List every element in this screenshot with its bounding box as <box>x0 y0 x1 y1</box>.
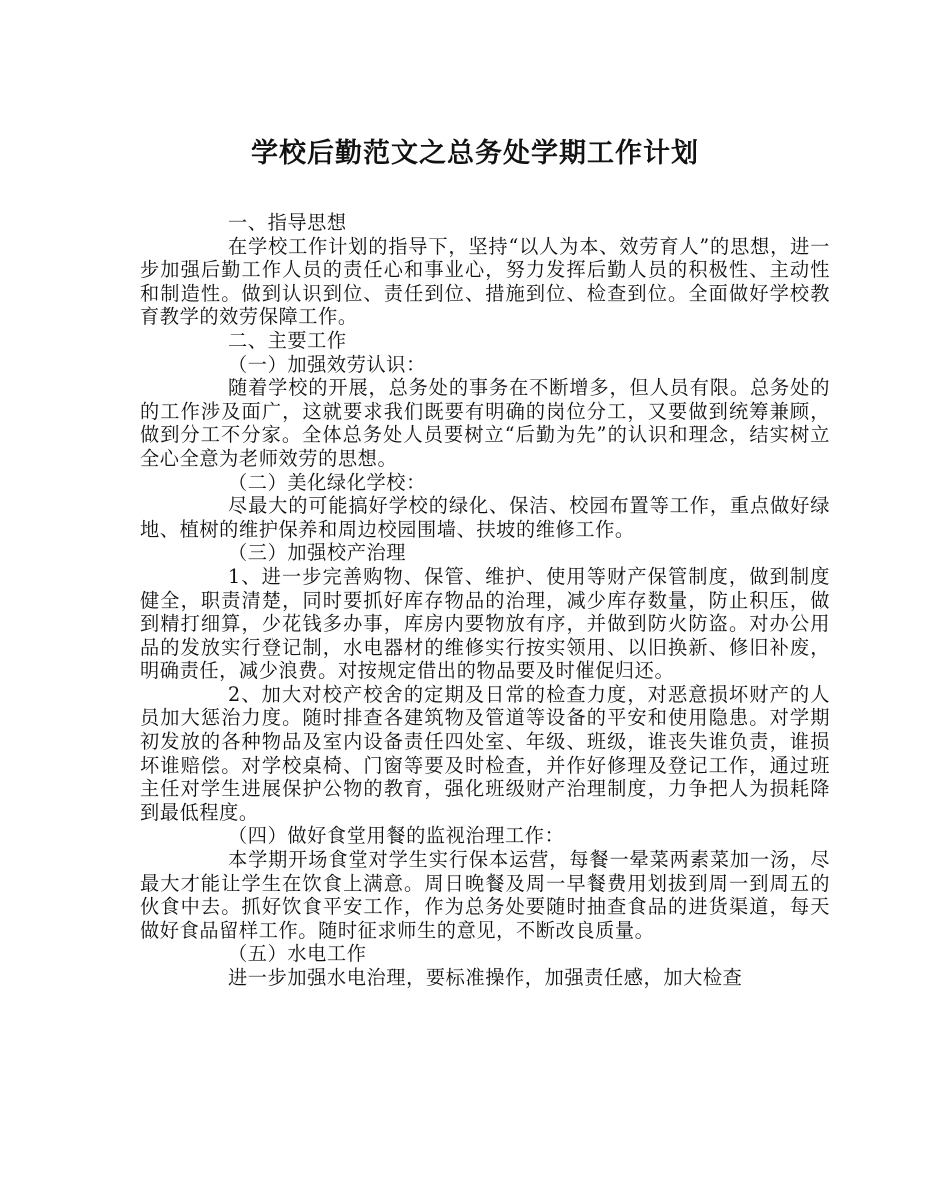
paragraph-campus-greening: 尽最大的可能搞好学校的绿化、保洁、校园布置等工作，重点做好绿地、植树的维护保养和周边校园围墙、扶坡的维修工作。 <box>140 494 830 541</box>
paragraph-property-management-1: 1、进一步完善购物、保管、维护、使用等财产保管制度，做到制度健全，职责清楚，同时要抓好库存物品的治理，减少库存数量，防止积压，做到精打细算，少花钱多办事，库房内要物放有序，并做到防火防盗。对办公用品的发放实行登记制，水电器材的维修实行按实领用、以旧换新、修旧补废，明确责任，减少浪费。对按规定借出的物品要及时催促归还。 <box>140 564 830 683</box>
document-body <box>140 211 830 990</box>
paragraph-guiding-ideology: 在学校工作计划的指导下，坚持“以人为本、效劳育人”的思想，进一步加强后勤工作人员的责任心和事业心，努力发挥后勤人员的积极性、主动性和制造性。做到认识到位、责任到位、措施到位、检查到位。全面做好学校教育教学的效劳保障工作。 <box>140 234 830 329</box>
subheading-canteen-supervision: （四）做好食堂用餐的监视治理工作： <box>228 824 565 848</box>
subheading-property-management: （三）加强校产治理 <box>228 541 407 565</box>
section-heading-main-work: 二、主要工作 <box>228 328 347 352</box>
paragraph-property-management-2: 2、加大对校产校舍的定期及日常的检查力度，对恶意损坏财产的人员加大惩治力度。随时排查各建筑物及管道等设备的平安和使用隐患。对学期初发放的各种物品及室内设备责任四处室、年级、班级，谁丧失谁负责，谁损坏谁赔偿。对学校桌椅、门窗等要及时检查，并作好修理及登记工作，通过班主任对学生进展保护公物的教育，强化班级财产治理制度，力争把人为损耗降到最低程度。 <box>140 682 830 824</box>
paragraph-canteen-supervision: 本学期开场食堂对学生实行保本运营，每餐一晕菜两素菜加一汤，尽最大才能让学生在饮食上满意。周日晚餐及周一早餐费用划拔到周一到周五的伙食中去。抓好饮食平安工作，作为总务处要随时抽查食品的进货渠道，每天做好食品留样工作。随时征求师生的意见，不断改良质量。 <box>140 848 830 942</box>
subheading-campus-greening: （二）美化绿化学校： <box>228 470 426 494</box>
document-title: 学校后勤范文之总务处学期工作计划 <box>251 138 699 169</box>
subheading-water-electricity: （五）水电工作 <box>228 942 367 966</box>
paragraph-service-awareness: 随着学校的开展，总务处的事务在不断增多，但人员有限。总务处的的工作涉及面广，这就要求我们既要有明确的岗位分工，又要做到统筹兼顾，做到分工不分家。全体总务处人员要树立“后勤为先”的认识和理念，结实树立全心全意为老师效劳的思想。 <box>140 376 830 470</box>
section-heading-guiding-ideology: 一、指导思想 <box>228 211 347 234</box>
subheading-service-awareness: （一）加强效劳认识： <box>228 352 426 376</box>
paragraph-water-electricity: 进一步加强水电治理，要标准操作，加强责任感，加大检查 <box>228 966 743 989</box>
